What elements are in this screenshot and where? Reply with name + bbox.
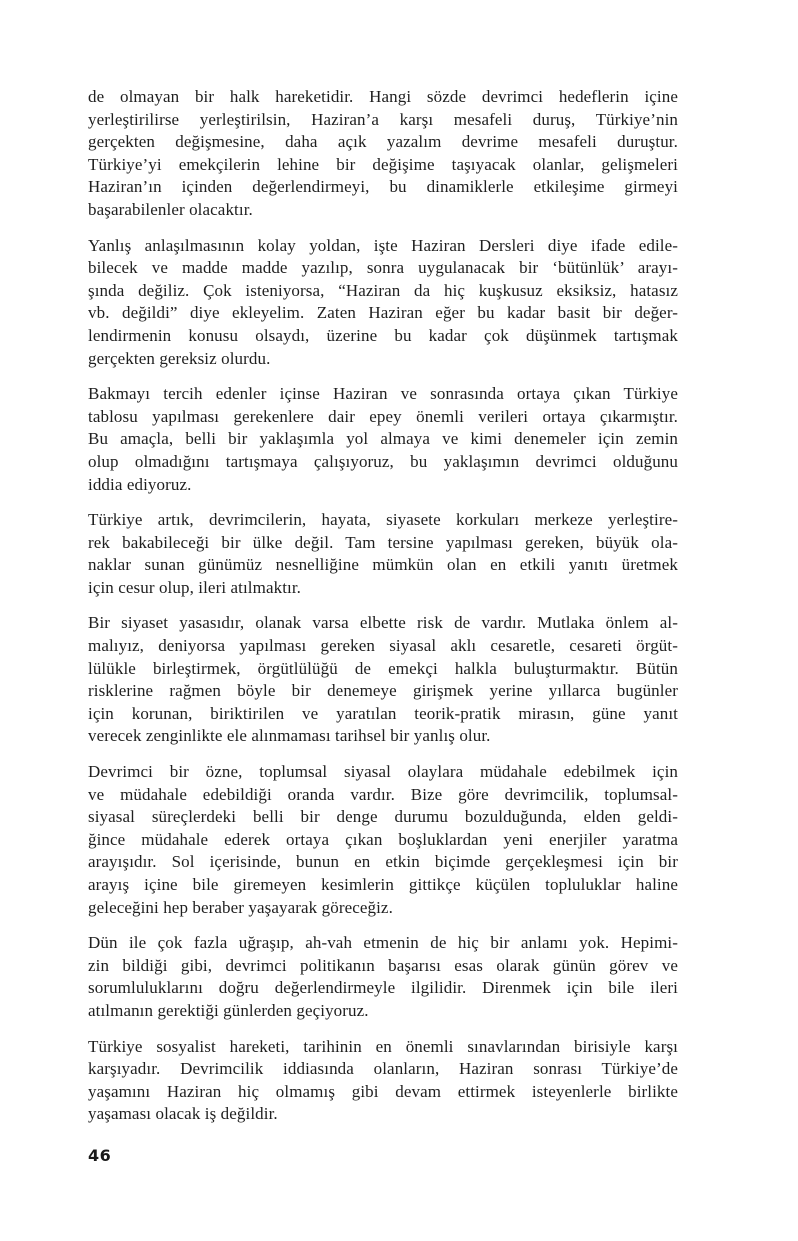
text-line: iddia ediyoruz. — [88, 474, 192, 494]
paragraph — [88, 86, 678, 222]
text-line: ve müdahale edebildiği oranda vardır. Bize göre devrimcilik, toplumsal- — [88, 784, 678, 804]
text-line: karşıyadır. Devrimcilik iddiasında olanların, Haziran sonrası Türkiye’de — [88, 1059, 678, 1079]
page-text-block — [88, 86, 678, 1139]
text-line: Yanlış anlaşılmasının kolay yoldan, işte Haziran Dersleri diye ifade edile- — [88, 235, 678, 255]
text-line: ğince müdahale ederek ortaya çıkan boşluklardan yeni enerjiler yaratma — [88, 829, 678, 849]
text-line: arayış içine bile giremeyen kesimlerin gittikçe küçülen topluluklar haline — [88, 875, 678, 894]
text-line: Türkiye artık, devrimcilerin, hayata, siyasete korkuları merkeze yerleştire- — [88, 510, 678, 530]
text-line: de olmayan bir halk hareketidir. Hangi sözde devrimci hedeflerin içine — [88, 87, 678, 106]
text-line: Türkiye sosyalist hareketi, tarihinin en önemli sınavlarından birisiyle karşı — [88, 1036, 678, 1056]
text-line: Bu amaçla, belli bir yaklaşımla yol almaya ve kimi denemeler için zemin — [88, 429, 678, 449]
text-line: risklerine rağmen böyle bir denemeye girişmek yerine yıllarca bugünler — [88, 681, 678, 701]
paragraph — [88, 932, 678, 1022]
text-line: lülükle birleştirmek, örgütlülüğü de emekçi halkla buluşturmaktır. Bütün — [88, 658, 678, 678]
text-line: lendirmenin konusu olsaydı, üzerine bu kadar çok düşünmek tartışmak — [88, 325, 678, 345]
text-line: gerçekten gereksiz olurdu. — [88, 348, 271, 368]
paragraph — [88, 761, 678, 919]
text-line: tablosu yapılması gerekenlere dair epey önemli verileri ortaya çıkarmıştır. — [88, 406, 678, 426]
text-line: yerleştirilirse yerleştirilsin, Haziran’a karşı mesafeli duruş, Türkiye’nin — [88, 109, 678, 129]
paragraph — [88, 235, 678, 371]
text-line: vb. değildi” diye ekleyelim. Zaten Haziran eğer bu kadar basit bir değer- — [88, 303, 678, 323]
text-line: için korunan, biriktirilen ve yaratılan teorik-pratik mirasın, güne yanıt — [88, 703, 678, 723]
text-line: olup olmadığını tartışmaya çalışıyoruz, bu yaklaşımın devrimci olduğunu — [88, 451, 678, 471]
text-line: için cesur olup, ileri atılmaktır. — [88, 577, 302, 597]
text-line: gerçekten değişmesine, daha açık yazalım devrime mesafeli duruştur. — [88, 132, 678, 152]
text-line: Bir siyaset yasasıdır, olanak varsa elbette risk de vardır. Mutlaka önlem al- — [88, 613, 678, 633]
paragraph — [88, 509, 678, 599]
text-line: Devrimci bir özne, toplumsal siyasal olaylara müdahale edebilmek için — [88, 762, 678, 782]
text-line: Haziran’ın içinden değerlendirmeyi, bu dinamiklerle etkileşime girmeyi — [88, 177, 678, 197]
text-line: yaşamını Haziran hiç olmamış gibi devam ettirmek isteyenlerle birlikte — [88, 1081, 678, 1101]
text-line: arayışıdır. Sol içerisinde, bunun en etkin biçimde gerçekleşmesi için bir — [88, 852, 678, 872]
text-line: yaşaması olacak iş değildir. — [88, 1104, 278, 1124]
text-line: Türkiye’yi emekçilerin lehine bir değişime taşıyacak olanlar, gelişmeleri — [88, 154, 678, 174]
paragraph — [88, 612, 678, 748]
text-line: başarabilenler olacaktır. — [88, 199, 253, 219]
text-line: siyasal süreçlerdeki belli bir denge durumu bozulduğunda, elden geldi- — [88, 807, 678, 827]
page-number: 46 — [88, 1146, 112, 1165]
paragraph — [88, 383, 678, 496]
paragraph — [88, 1036, 678, 1126]
text-line: sorumluluklarını doğru değerlendirmeyle ilgilidir. Direnmek için bile ileri — [88, 978, 678, 998]
text-line: naklar sunan günümüz nesnelliğine mümkün olan en etkili yanıtı üretmek — [88, 555, 678, 575]
text-line: malıyız, deniyorsa yapılması gereken siyasal aklı cesaretle, cesareti örgüt- — [88, 636, 678, 656]
text-line: şında değiliz. Çok isteniyorsa, “Haziran da hiç kuşkusuz eksiksiz, hatasız — [88, 280, 678, 300]
text-line: rek bakabileceği bir ülke değil. Tam tersine yapılması gereken, büyük ola- — [88, 532, 678, 552]
text-line: zin bildiği gibi, devrimci politikanın başarısı esas olarak günün görev ve — [88, 955, 678, 975]
text-line: bilecek ve madde madde yazılıp, sonra uygulanacak bir ‘bütünlük’ arayı- — [88, 258, 678, 278]
text-line: Dün ile çok fazla uğraşıp, ah-vah etmenin de hiç bir anlamı yok. Hepimi- — [88, 933, 678, 953]
text-line: atılmanın gerektiği günlerden geçiyoruz. — [88, 1000, 369, 1020]
text-line: verecek zenginlikte ele alınmaması tarihsel bir yanlış olur. — [88, 726, 491, 746]
text-line: Bakmayı tercih edenler içinse Haziran ve sonrasında ortaya çıkan Türkiye — [88, 384, 678, 404]
text-line: geleceğini hep beraber yaşayarak göreceğiz. — [88, 897, 393, 917]
